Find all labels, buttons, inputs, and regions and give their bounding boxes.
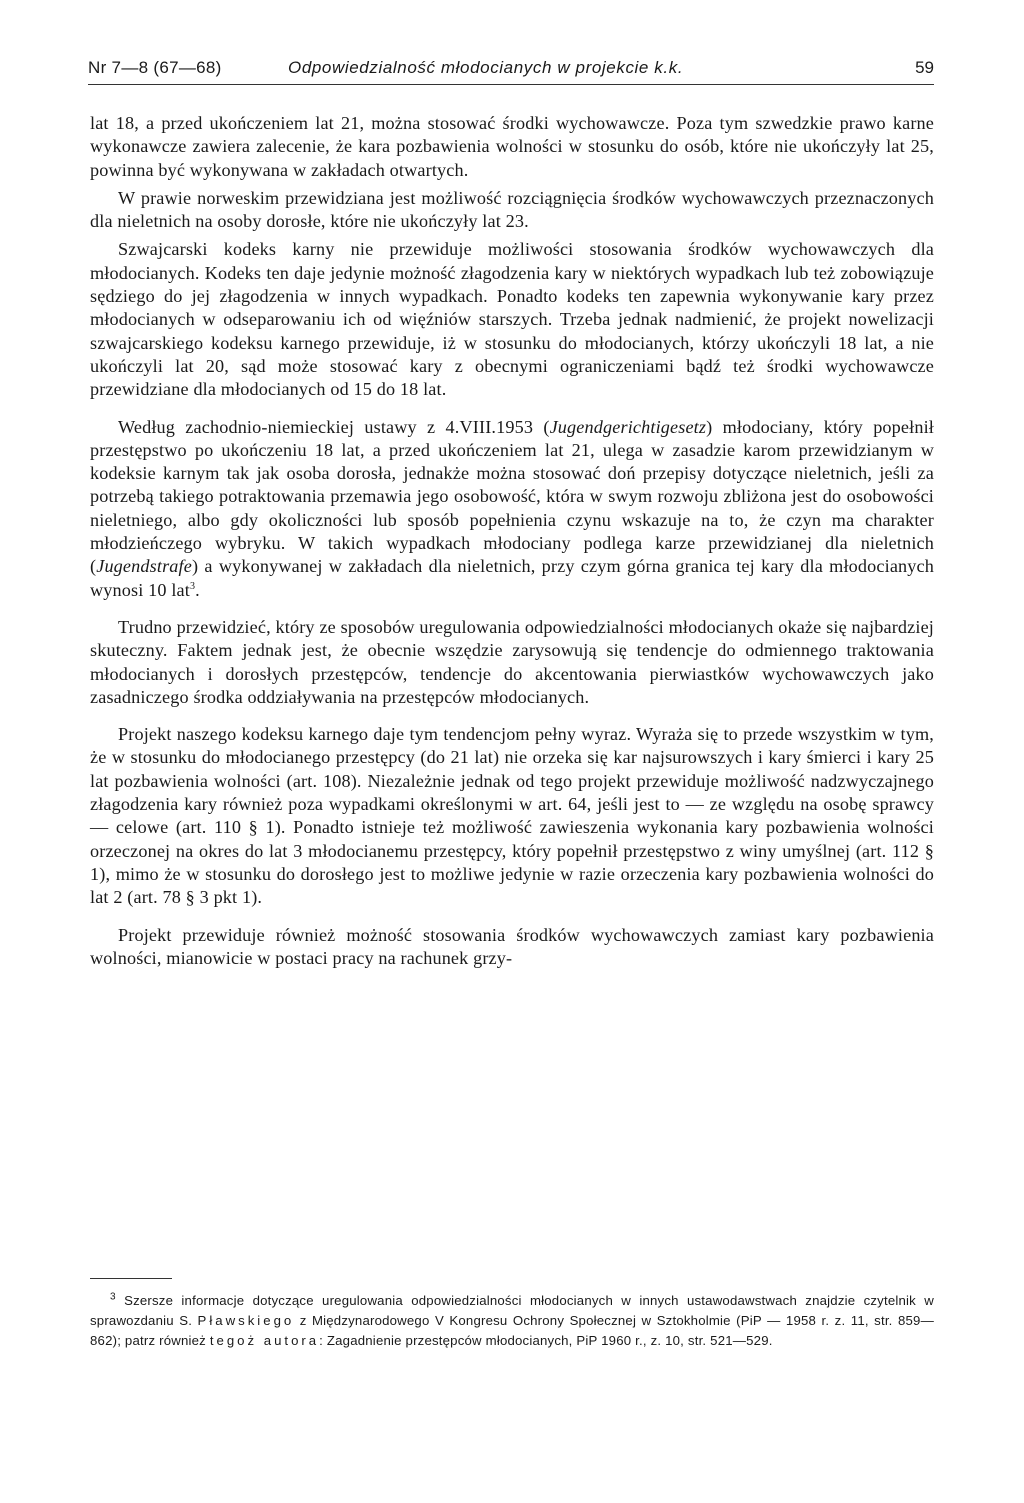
paragraph: Projekt przewiduje również możność stosowania środków wychowawczych zamiast kary pozbawienia wolności, mianowicie w postaci pracy na rachunek grzy- [90,924,934,968]
footnote [90,1291,934,1351]
paragraph: W prawie norweskim przewidziana jest możliwość rozciągnięcia środków wychowawczych przeznaczonych dla nieletnich na osoby dorosłe, które nie ukończyły lat 23. [90,187,934,232]
legal-term: Jugendstrafe [96,556,192,577]
paragraph-text: Według zachodnio-niemieckiej ustawy z 4.VIII.1953 ( [118,416,550,437]
paragraph: lat 18, a przed ukończeniem lat 21, można stosować środki wychowawcze. Poza tym szwedzkie prawo karne wykonawcze zawiera zalecenie, że kara pozbawienia wolności w stosunku do osób, które nie ukończyły lat 25, powinna być wykonywana w zakładach otwartych. [90,113,934,180]
paragraph-text: . [195,579,200,600]
running-title: Odpowiedzialność młodocianych w projekcie k.k. [288,58,684,77]
footnote-author: Pławskiego [197,1313,295,1328]
footnote-reference[interactable]: 3 [189,580,196,592]
statute-name: Jugendgerichtigesetz [549,416,707,437]
footnote-text: Szersze informacje dotyczące uregulowania odpowiedzialności młodocianych w innych ustawodawstwach znajdzie czytelnik w sprawozdaniu S. [90,1293,934,1328]
issue-number: Nr 7—8 (67—68) [88,58,222,77]
footnote-author: tegoż autora [209,1333,320,1348]
paragraph-text: ) a wykonywanej w zakładach dla nieletnich, przy czym górna granica tej kary dla młodocianych wynosi 10 lat [90,556,934,600]
paragraph: Projekt naszego kodeksu karnego daje tym tendencjom pełny wyraz. Wyraża się to przede wszystkim w tym, że w stosunku do młodocianego przestępcy (do 21 lat) nie orzeka się kar najsurowszych i kary śmierci i kary 25 lat pozbawienia wolności (art. 108). Niezależnie jednak od tego projekt przewiduje możliwość nadzwyczajnego złagodzenia kary również poza wypadkami określonymi w art. 64, jeśli jest to — ze względu na osobę sprawcy — celowe (art. 110 § 1). Ponadto istnieje też możliwość zawieszenia wykonania kary pozbawienia wolności orzeczonej na okres do lat 3 młodocianemu przestępcy, który popełnił przestępstwo z winy umyślnej (art. 112 § 1), mimo że w stosunku do dorosłego jest to możliwe jedynie w razie orzeczenia kary pozbawienia wolności do lat 2 (art. 78 § 3 pkt 1). [90,724,934,908]
page-number: 59 [915,58,934,77]
paragraph: Szwajcarski kodeks karny nie przewiduje możliwości stosowania środków wychowawczych dla młodocianych. Kodeks ten daje jedynie możność złagodzenia kary w niektórych wypadkach lub też zobowiązuje sędziego do jej złagodzenia w innych wypadkach. Ponadto kodeks ten zapewnia wykonywanie kary przez młodocianych w odseparowaniu ich od więźniów starszych. Trzeba jednak nadmienić, że projekt nowelizacji szwajcarskiego kodeksu karnego przewiduje, iż w stosunku do młodocianych, którzy ukończyli 18 lat, a nie ukończyli lat 20, sąd może stosować kary z obecnymi ograniczeniami bądź też środki wychowawcze przewidziane dla młodocianych od 15 do 18 lat. [90,239,934,400]
running-header [88,54,934,85]
footnotes [90,1291,934,1351]
paragraph-text: ) młodociany, który popełnił przestępstwo po ukończeniu 18 lat, a przed ukończeniem lat 21, ulega w zasadzie karom przewidzianym w kodeksie karnym tak jak osoba dorosła, jednakże można stosować doń przepisy dotyczące nieletnich, jeśli za potrzebą takiego potraktowania przemawia jego osobowość, która w swym rozwoju zbliżona jest do osobowości nieletniego, albo gdy okoliczności lub sposób popełnienia czynu wskazuje na to, że czyn ma charakter młodzieńczego wybryku. W takich wypadkach młodociany podlega karze przewidzianej dla nieletnich ( [90,416,934,577]
footnote-number: 3 [110,1291,116,1303]
article-body [90,112,934,975]
footnote-text: z Międzynarodowego V Kongresu Ochrony Społecznej w Sztokholmie (PiP — 1958 r. z. 11, str. 859—862); patrz również [90,1313,934,1348]
footnote-text: : Zagadnienie przestępców młodocianych, PiP 1960 r., z. 10, str. 521—529. [319,1333,773,1348]
footnote-divider [90,1278,172,1279]
paragraph [90,416,934,602]
paragraph: Trudno przewidzieć, który ze sposobów uregulowania odpowiedzialności młodocianych okaże się najbardziej skuteczny. Faktem jednak jest, że obecnie wszędzie zarysowują się tendencje do odmiennego traktowania młodocianych i dorosłych przestępców, tendencje do akcentowania pierwiastków wychowawczych jako zasadniczego środka oddziaływania na przestępców młodocianych. [90,616,934,707]
